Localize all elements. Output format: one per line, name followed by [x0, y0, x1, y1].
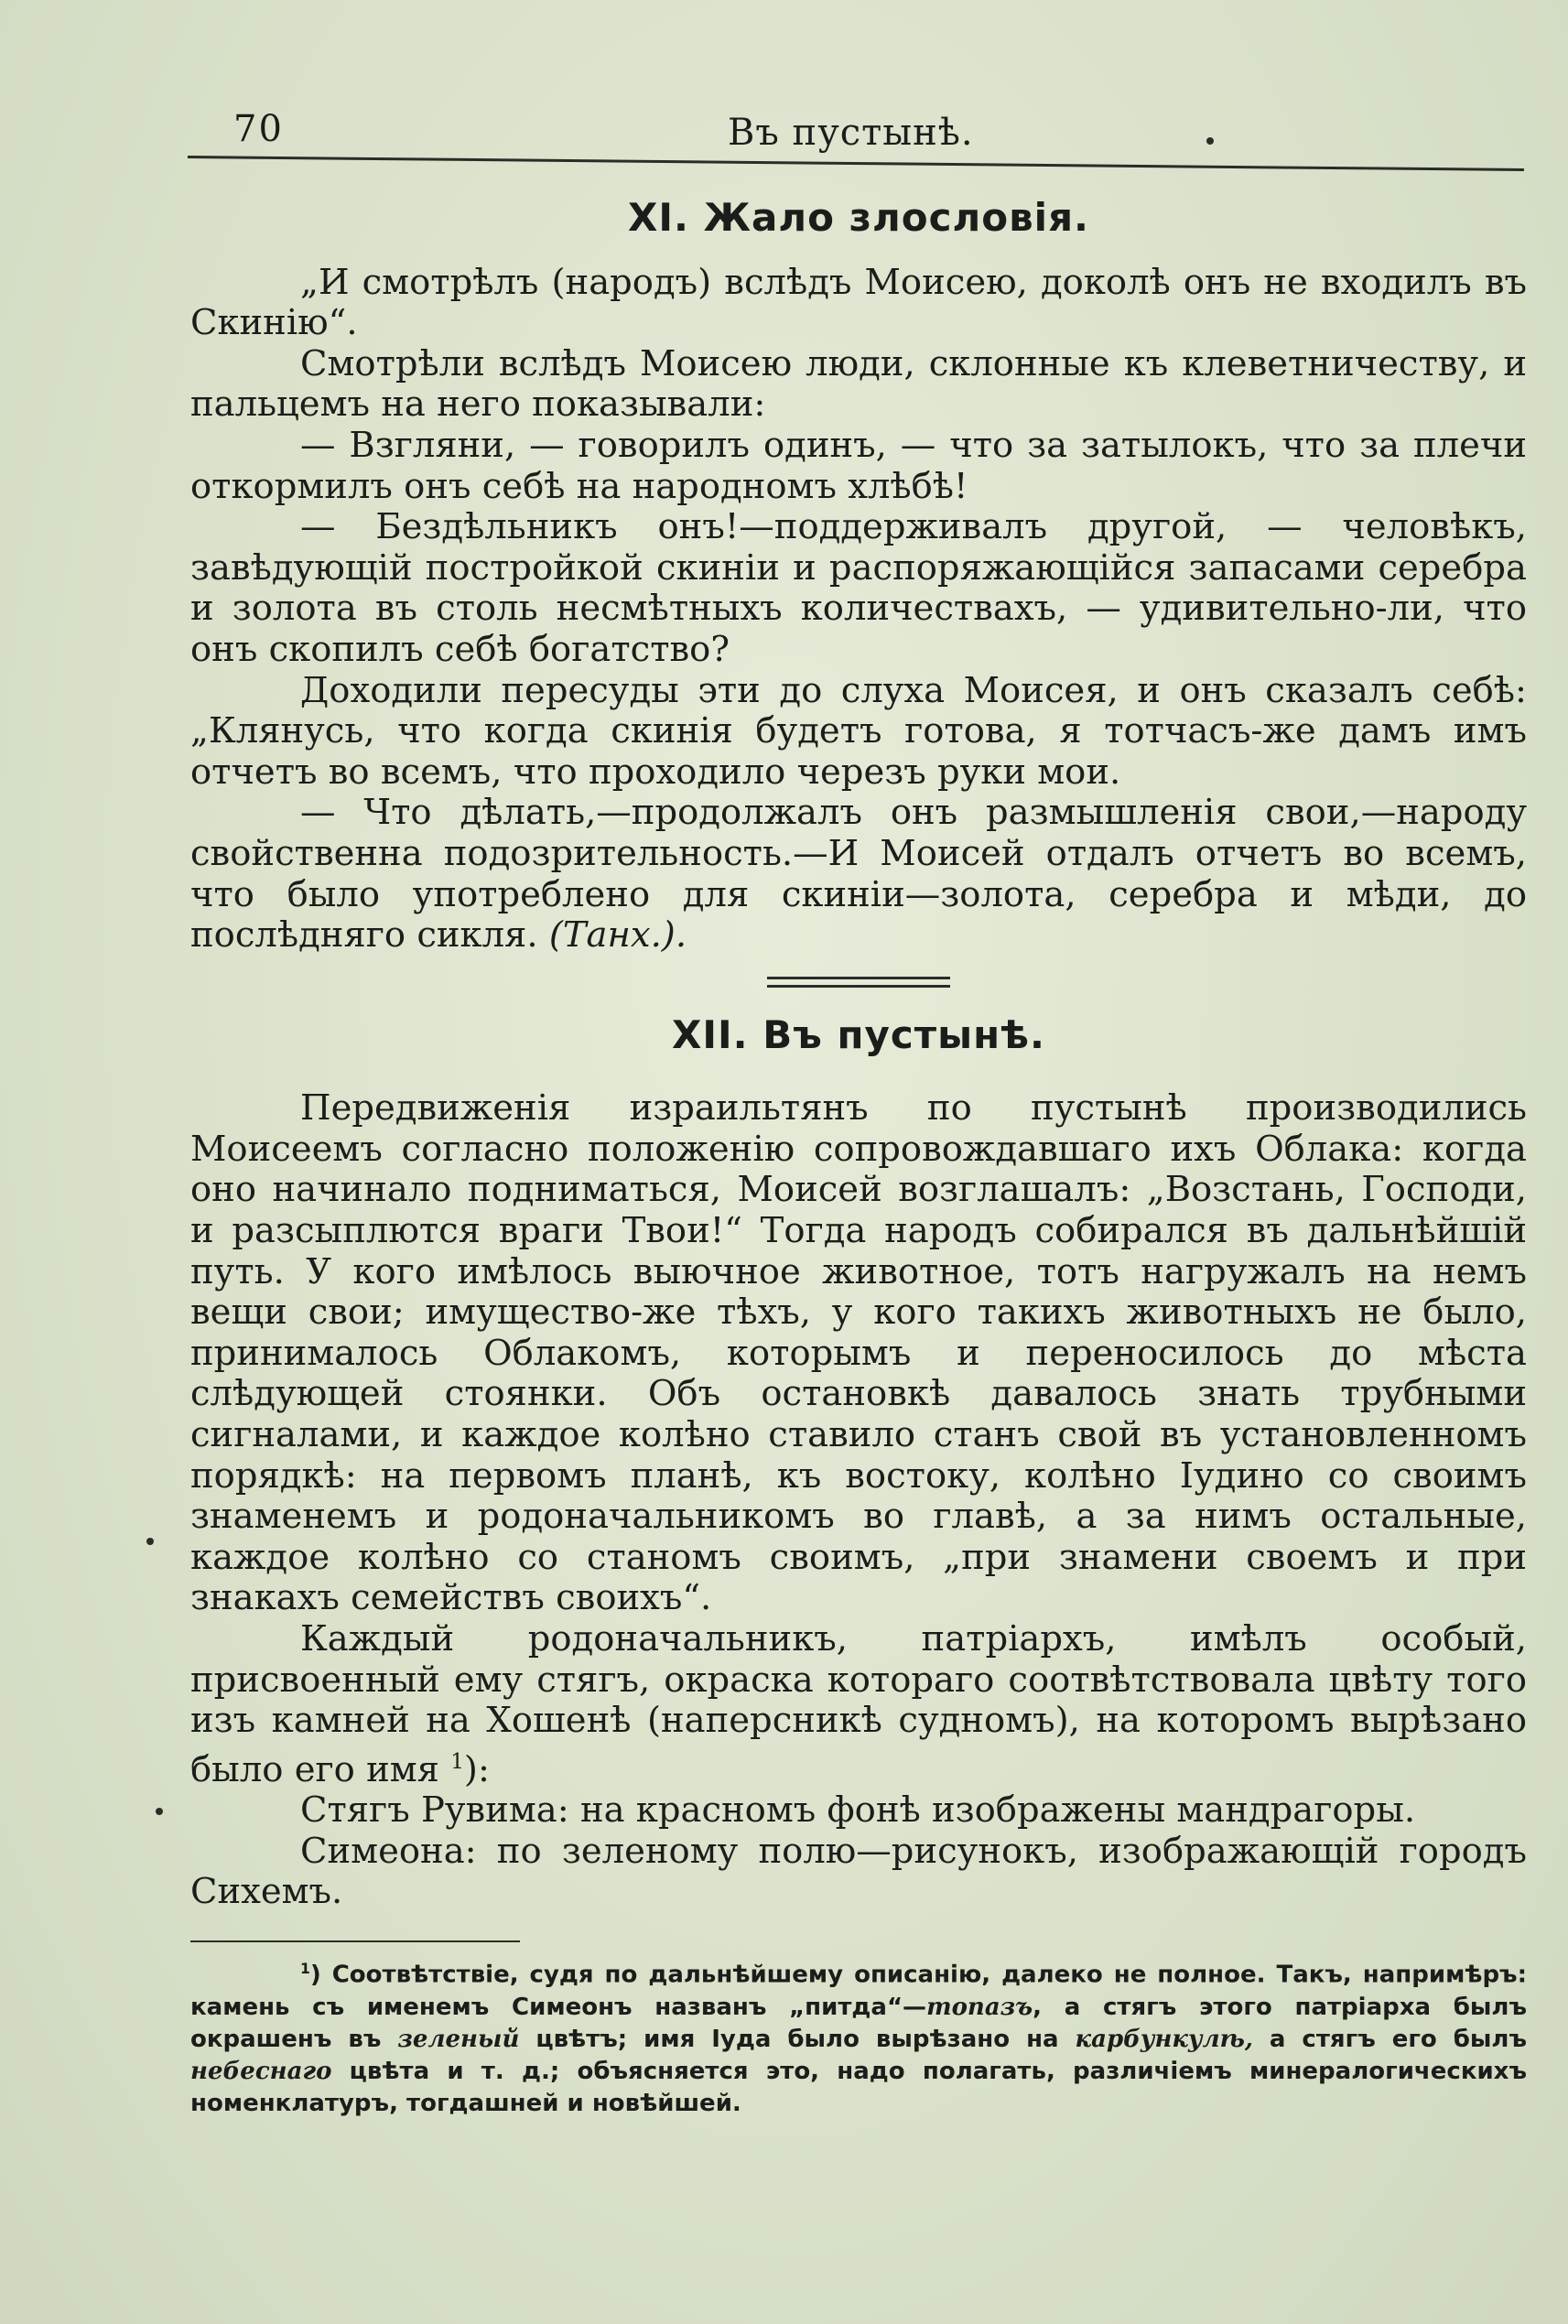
footnote-italic: карбункулѣ, — [1075, 2025, 1253, 2053]
section-xii-paragraph-text: Каждый родоначальникъ, патріархъ, имѣлъ особый, присвоенный ему стягъ, окраска котораго соотвѣтствовала цвѣту того изъ камней на Хошенѣ (наперсникѣ судномъ), на которомъ вырѣзано было его имя — [190, 1618, 1527, 1790]
footnote-italic: небеснаго — [190, 2057, 332, 2085]
section-xii-paragraph: Стягъ Рувима: на красномъ фонѣ изображены мандрагоры. — [300, 1789, 1416, 1832]
section-xi-last-paragraph — [190, 793, 1527, 956]
page-number: 70 — [233, 108, 284, 150]
section-xi-paragraph: — Взгляни, — говорилъ одинъ, — что за затылокъ, что за плечи откормилъ онъ себѣ на народномъ хлѣбѣ! — [190, 424, 1527, 507]
source-citation: (Танх.). — [548, 914, 687, 957]
section-xii-title: XII. Въ пустынѣ. — [672, 1011, 1045, 1057]
running-title: Въ пустынѣ. — [728, 112, 974, 154]
footnote-reference-tail: ): — [463, 1748, 490, 1790]
footnote-rule — [190, 1940, 520, 1942]
footnote-text: цвѣтъ; имя Іуда было вырѣзано на — [519, 2025, 1076, 2053]
section-xii-paragraph-with-note — [190, 1619, 1527, 1790]
footnote-text: а стягъ его былъ — [1252, 2025, 1527, 2053]
section-divider — [767, 977, 950, 988]
footnote-reference[interactable]: 1 — [450, 1749, 464, 1774]
section-xii-paragraph: Симеона: по зеленому полю—рисунокъ, изображающій городъ Сихемъ. — [190, 1830, 1527, 1913]
section-xi-paragraph: Доходили пересуды эти до слуха Моисея, и онъ сказалъ себѣ: „Клянусь, что когда скинія будетъ готова, я тотчасъ-же дамъ имъ отчетъ во всемъ, что проходило черезъ руки мои. — [190, 669, 1527, 793]
footnote — [190, 1953, 1527, 2120]
footnote-text: ) Соотвѣтствіе, судя по дальнѣйшему описанію, далеко не полное. Такъ, напримѣръ: камень съ именемъ Симеонъ названъ „питда“— — [190, 1961, 1527, 2021]
print-speck — [146, 1538, 154, 1545]
footnote-italic: топазъ — [926, 1993, 1033, 2021]
print-speck — [156, 1808, 163, 1815]
page-header — [188, 108, 1524, 163]
footnote-text: цвѣта и т. д.; объясняется это, надо полагать, различіемъ минералогическихъ номенклатуръ, тогдашней и новѣйшей. — [190, 2057, 1527, 2117]
print-speck — [1206, 137, 1214, 145]
section-xi-paragraph: „И смотрѣлъ (народъ) вслѣдъ Моисею, доколѣ онъ не входилъ въ Скинію“. — [190, 261, 1527, 344]
section-xi-paragraph: — Бездѣльникъ онъ!—поддерживалъ другой, — человѣкъ, завѣдующій постройкой скиніи и распоряжающійся запасами серебра и золота въ столь несмѣтныхъ количествахъ, — удивительно-ли, что онъ скопилъ себѣ богатство? — [190, 506, 1527, 670]
page-body — [190, 190, 1527, 2120]
footnote-italic: зеленый — [397, 2025, 520, 2053]
section-xii-paragraph: Передвиженія израильтянъ по пустынѣ производились Моисеемъ согласно положенію сопровождавшаго ихъ Облака: когда оно начинало подниматься, Моисей возглашалъ: „Возстань, Господи, и разсыплются враги Твои!“ Тогда народъ собирался въ дальнѣйшій путь. У кого имѣлось выючное животное, тотъ нагружалъ на немъ вещи свои; имущество-же тѣхъ, у кого такихъ животныхъ не было, принималось Облакомъ, которымъ и переносилось до мѣста слѣдующей стоянки. Объ остановкѣ давалось знать трубными сигналами, и каждое колѣно ставило станъ свой въ установленномъ порядкѣ: на первомъ планѣ, къ востоку, колѣно Іудино со своимъ знаменемъ и родоначальникомъ во главѣ, а за нимъ остальные, каждое колѣно со станомъ своимъ, „при знамени своемъ и при знакахъ семействъ своихъ“. — [190, 1087, 1527, 1619]
footnote-text: , а стягъ этого патріарха былъ окрашенъ въ — [190, 1993, 1527, 2053]
footnote-marker: 1 — [300, 1960, 310, 1977]
section-xi-paragraph: Смотрѣли вслѣдъ Моисею люди, склонные къ клеветничеству, и пальцемъ на него показывали: — [190, 342, 1527, 426]
section-xi-title: XI. Жало злословія. — [627, 195, 1089, 240]
section-xi-paragraph-text: — Что дѣлать,—продолжалъ онъ размышленія свои,—народу свойственна подозрительность.—И Моисей отдалъ отчетъ во всемъ, что было употреблено для скиніи—золота, серебра и мѣди, до послѣдняго сикля. — [190, 792, 1527, 957]
